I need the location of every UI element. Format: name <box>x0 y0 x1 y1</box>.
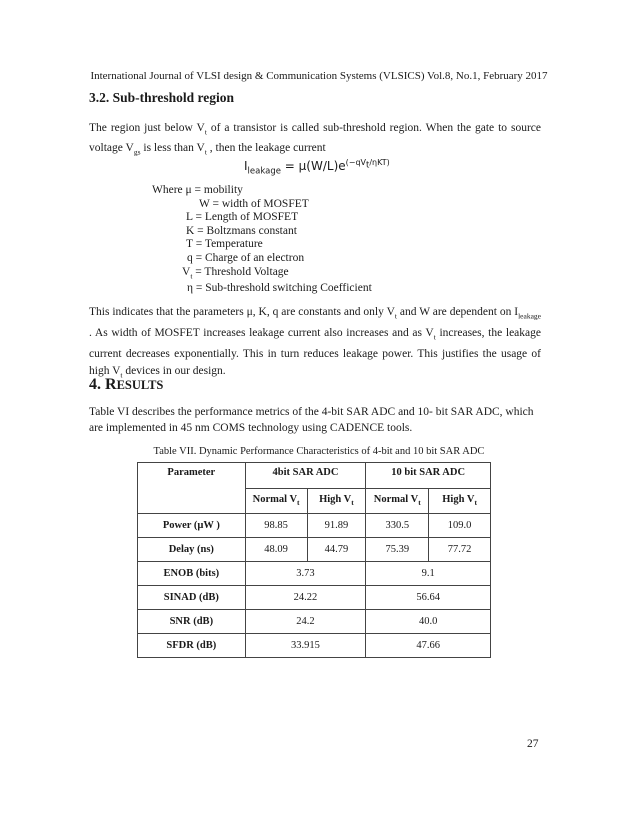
table-row <box>138 610 491 634</box>
variable-definitions-list <box>152 184 372 296</box>
paragraph-leakage-discussion: This indicates that the parameters μ, K, q are constants and only $V_t$ and W are dependent on $I_{leakage}$ . As width of MOSFET increases leakage current also increases and as $V_t$ increases, the leakage current decreases exponentially. This in turn reduces leakage power. This justifies the usage of high $V_t$ devices in our design. <box>89 306 541 380</box>
table-cell: 9.1 <box>366 562 491 586</box>
definition-item: η = Sub-threshold switching Coefficient <box>187 282 372 295</box>
paragraph-subthreshold-intro: The region just below $V_t$ of a transistor is called sub-threshold region. When the gate to source voltage $V_{gs}$ is less than $V_t$ , then the leakage current <box>89 122 541 157</box>
row-label: SFDR (dB) <box>138 634 246 658</box>
row-label: ENOB (bits) <box>138 562 246 586</box>
table-cell: 77.72 <box>429 538 491 562</box>
definition-item: Where μ = mobility <box>152 184 243 196</box>
performance-table <box>137 462 491 658</box>
table-cell: 330.5 <box>366 514 429 538</box>
definition-item: L = Length of MOSFET <box>186 211 299 224</box>
table-cell: 91.89 <box>307 514 366 538</box>
page-number: 27 <box>527 738 539 750</box>
table-cell: 47.66 <box>366 634 491 658</box>
table-cell: 98.85 <box>245 514 307 538</box>
section-heading-subthreshold: 3.2. Sub-threshold region <box>89 90 235 105</box>
table-header-row <box>138 463 491 489</box>
table-cell: 109.0 <box>429 514 491 538</box>
table-row <box>138 586 491 610</box>
row-label: Delay (ns) <box>138 538 246 562</box>
table-row <box>138 538 491 562</box>
table-cell: 3.73 <box>245 562 366 586</box>
definition-item: q = Charge of an electron <box>187 251 305 264</box>
definition-item: W = width of MOSFET <box>199 197 309 210</box>
header-10bit-sar-adc: 10 bit SAR ADC <box>366 463 491 489</box>
table-row <box>138 514 491 538</box>
definition-item: $V_t$ = Threshold Voltage <box>182 265 289 280</box>
section-heading-results: 4. RESULTS <box>89 376 164 393</box>
table-cell: 24.22 <box>245 586 366 610</box>
table-cell: 75.39 <box>366 538 429 562</box>
table-row <box>138 562 491 586</box>
journal-header: International Journal of VLSI design & Communication Systems (VLSICS) Vol.8, No.1, February 2017 <box>90 70 548 82</box>
table-row <box>138 634 491 658</box>
paragraph-results-intro: Table VI describes the performance metrics of the 4-bit SAR ADC and 10- bit SAR ADC, which are implemented in 45 nm COMS technology using CADENCE tools. <box>89 406 534 434</box>
table-cell: 33.915 <box>245 634 366 658</box>
table-cell: 24.2 <box>245 610 366 634</box>
header-4bit-sar-adc: 4bit SAR ADC <box>245 463 366 489</box>
table-cell: 40.0 <box>366 610 491 634</box>
leakage-current-equation: $I_{leakage} = \mu(W/L)e^{(-qV_t/\eta KT)}$ <box>244 158 390 177</box>
row-label: SINAD (dB) <box>138 586 246 610</box>
subheader-high-vt: High $V_t$ <box>429 489 491 514</box>
subheader-normal-vt: Normal $V_t$ <box>366 489 429 514</box>
table-cell: 44.79 <box>307 538 366 562</box>
header-parameter: Parameter <box>138 463 246 514</box>
row-label: SNR (dB) <box>138 610 246 634</box>
definition-item: K = Boltzmans constant <box>186 224 297 237</box>
table-cell: 48.09 <box>245 538 307 562</box>
table-cell: 56.64 <box>366 586 491 610</box>
subheader-high-vt: High $V_t$ <box>307 489 366 514</box>
definition-item: T = Temperature <box>186 238 263 251</box>
subheader-normal-vt: Normal $V_t$ <box>245 489 307 514</box>
row-label: Power (µW ) <box>138 514 246 538</box>
table-caption: Table VII. Dynamic Performance Characteristics of 4-bit and 10 bit SAR ADC <box>153 446 485 457</box>
